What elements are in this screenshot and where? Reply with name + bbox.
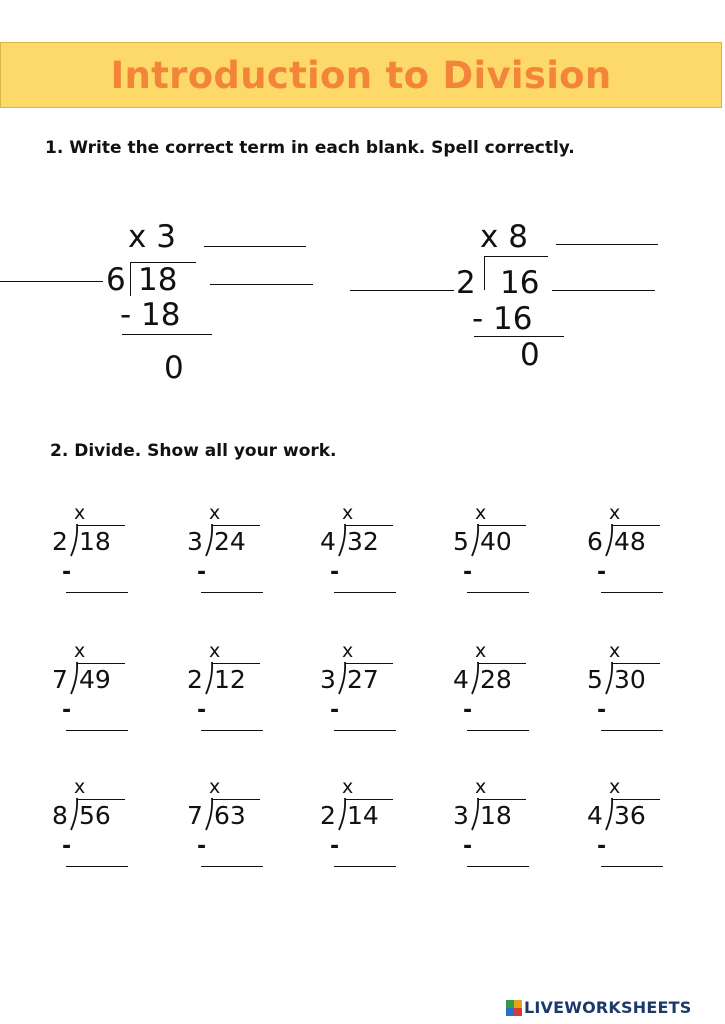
- problem-dividend: 63: [214, 801, 246, 830]
- answer-line[interactable]: [601, 730, 663, 731]
- quotient-mark[interactable]: x: [209, 502, 221, 524]
- page-title: Introduction to Division: [110, 53, 612, 97]
- quotient-mark[interactable]: x: [342, 640, 354, 662]
- answer-line[interactable]: [334, 866, 396, 867]
- vinculum-line: [77, 525, 125, 526]
- division-bracket: [204, 797, 214, 831]
- answer-line[interactable]: [201, 592, 263, 593]
- division-problem: [52, 640, 142, 750]
- division-bracket: [204, 523, 214, 557]
- answer-line[interactable]: [601, 592, 663, 593]
- vinculum-line: [612, 663, 660, 664]
- vinculum-line: [612, 799, 660, 800]
- minus-sign: -: [197, 560, 207, 585]
- minus-sign: -: [197, 834, 207, 859]
- example-2-product: - 16: [472, 301, 533, 337]
- example-1-product: - 18: [120, 297, 181, 333]
- division-problem: [587, 776, 677, 886]
- vinculum-line: [212, 525, 260, 526]
- vinculum-line: [478, 799, 526, 800]
- problem-divisor: 5: [453, 527, 469, 556]
- quotient-mark[interactable]: x: [74, 502, 86, 524]
- quotient-mark[interactable]: x: [609, 502, 621, 524]
- answer-line[interactable]: [467, 866, 529, 867]
- example-1-dividend-blank[interactable]: [210, 284, 313, 285]
- quotient-mark[interactable]: x: [475, 502, 487, 524]
- division-bracket: [337, 523, 347, 557]
- answer-line[interactable]: [66, 592, 128, 593]
- minus-sign: -: [463, 698, 473, 723]
- example-2-remainder: 0: [520, 337, 540, 373]
- division-problem: [320, 776, 410, 886]
- division-bracket: [604, 523, 614, 557]
- problem-divisor: 7: [52, 665, 68, 694]
- division-problem: [453, 776, 543, 886]
- answer-line[interactable]: [201, 730, 263, 731]
- minus-sign: -: [62, 560, 72, 585]
- problem-divisor: 6: [587, 527, 603, 556]
- division-bracket: [604, 797, 614, 831]
- example-2-divisor: 2: [456, 265, 476, 301]
- division-problem: [187, 776, 277, 886]
- vinculum-line: [345, 525, 393, 526]
- minus-sign: -: [597, 834, 607, 859]
- minus-sign: -: [330, 698, 340, 723]
- problem-divisor: 7: [187, 801, 203, 830]
- answer-line[interactable]: [201, 866, 263, 867]
- section1-instruction: 1. Write the correct term in each blank. Spell correctly.: [45, 138, 575, 158]
- problem-divisor: 4: [453, 665, 469, 694]
- division-bracket: [337, 661, 347, 695]
- problem-dividend: 12: [214, 665, 246, 694]
- quotient-mark[interactable]: x: [475, 776, 487, 798]
- problem-dividend: 28: [480, 665, 512, 694]
- example-2-dividend: 16: [500, 265, 540, 301]
- problem-dividend: 49: [79, 665, 111, 694]
- quotient-mark[interactable]: x: [74, 776, 86, 798]
- vinculum-line: [212, 663, 260, 664]
- division-problem: [587, 502, 677, 612]
- vinculum-line: [478, 663, 526, 664]
- minus-sign: -: [463, 834, 473, 859]
- answer-line[interactable]: [66, 730, 128, 731]
- vinculum-line: [612, 525, 660, 526]
- example-1-subtraction-line: [122, 334, 212, 335]
- answer-line[interactable]: [66, 866, 128, 867]
- division-problem: [453, 502, 543, 612]
- minus-sign: -: [330, 834, 340, 859]
- division-bracket: [337, 797, 347, 831]
- answer-line[interactable]: [467, 592, 529, 593]
- problem-dividend: 18: [79, 527, 111, 556]
- division-problem: [187, 502, 277, 612]
- problem-divisor: 3: [453, 801, 469, 830]
- problem-dividend: 48: [614, 527, 646, 556]
- title-banner: [0, 42, 722, 108]
- division-problem: [587, 640, 677, 750]
- vinculum-line: [345, 663, 393, 664]
- division-bracket: [204, 661, 214, 695]
- answer-line[interactable]: [467, 730, 529, 731]
- problem-divisor: 2: [187, 665, 203, 694]
- vinculum-line: [212, 799, 260, 800]
- problem-dividend: 18: [480, 801, 512, 830]
- minus-sign: -: [597, 698, 607, 723]
- problem-divisor: 2: [52, 527, 68, 556]
- problem-dividend: 30: [614, 665, 646, 694]
- vinculum-line: [345, 799, 393, 800]
- logo-text: LIVEWORKSHEETS: [524, 998, 692, 1017]
- quotient-mark[interactable]: x: [609, 776, 621, 798]
- quotient-mark[interactable]: x: [342, 776, 354, 798]
- division-problem: [320, 640, 410, 750]
- liveworksheets-logo-icon: [506, 1000, 522, 1016]
- answer-line[interactable]: [334, 592, 396, 593]
- example-1-divisor-blank[interactable]: [0, 281, 103, 282]
- division-bracket: [69, 797, 79, 831]
- minus-sign: -: [62, 834, 72, 859]
- problem-divisor: 3: [187, 527, 203, 556]
- quotient-mark[interactable]: x: [209, 640, 221, 662]
- problem-dividend: 27: [347, 665, 379, 694]
- division-problem: [453, 640, 543, 750]
- problem-divisor: 4: [320, 527, 336, 556]
- problem-dividend: 36: [614, 801, 646, 830]
- answer-line[interactable]: [334, 730, 396, 731]
- problem-divisor: 4: [587, 801, 603, 830]
- problem-dividend: 56: [79, 801, 111, 830]
- division-problem: [320, 502, 410, 612]
- division-bracket: [470, 797, 480, 831]
- vinculum-line: [77, 663, 125, 664]
- quotient-mark[interactable]: x: [209, 776, 221, 798]
- problem-divisor: 2: [320, 801, 336, 830]
- problem-dividend: 24: [214, 527, 246, 556]
- example-2-quotient: x 8: [480, 219, 528, 255]
- division-bracket: [69, 661, 79, 695]
- division-bracket: [604, 661, 614, 695]
- example-1-quotient: x 3: [128, 219, 176, 255]
- problem-dividend: 14: [347, 801, 379, 830]
- example-1-quotient-blank[interactable]: [204, 246, 306, 247]
- quotient-mark[interactable]: x: [475, 640, 487, 662]
- example-1-remainder: 0: [164, 350, 184, 386]
- division-problem: [52, 776, 142, 886]
- division-problem: [52, 502, 142, 612]
- example-1-divisor: 6: [106, 262, 126, 298]
- problem-divisor: 8: [52, 801, 68, 830]
- division-problem: [187, 640, 277, 750]
- problem-dividend: 32: [347, 527, 379, 556]
- example-2-bracket: [484, 256, 485, 290]
- problem-dividend: 40: [480, 527, 512, 556]
- division-bracket: [470, 523, 480, 557]
- example-2-subtraction-line: [474, 336, 564, 337]
- division-bracket: [470, 661, 480, 695]
- minus-sign: -: [330, 560, 340, 585]
- problem-divisor: 3: [320, 665, 336, 694]
- example-1-dividend: 18: [138, 262, 178, 298]
- section2-instruction: 2. Divide. Show all your work.: [50, 441, 337, 461]
- division-bracket: [69, 523, 79, 557]
- example-1-bracket: [130, 262, 131, 296]
- minus-sign: -: [62, 698, 72, 723]
- minus-sign: -: [597, 560, 607, 585]
- example-2-vinculum: [484, 256, 548, 257]
- example-2-divisor-blank[interactable]: [350, 290, 454, 291]
- vinculum-line: [77, 799, 125, 800]
- minus-sign: -: [197, 698, 207, 723]
- minus-sign: -: [463, 560, 473, 585]
- answer-line[interactable]: [601, 866, 663, 867]
- problem-divisor: 5: [587, 665, 603, 694]
- liveworksheets-logo: [506, 998, 691, 1017]
- quotient-mark[interactable]: x: [74, 640, 86, 662]
- example-2-quotient-blank[interactable]: [556, 244, 658, 245]
- quotient-mark[interactable]: x: [342, 502, 354, 524]
- vinculum-line: [478, 525, 526, 526]
- example-2-dividend-blank[interactable]: [552, 290, 655, 291]
- quotient-mark[interactable]: x: [609, 640, 621, 662]
